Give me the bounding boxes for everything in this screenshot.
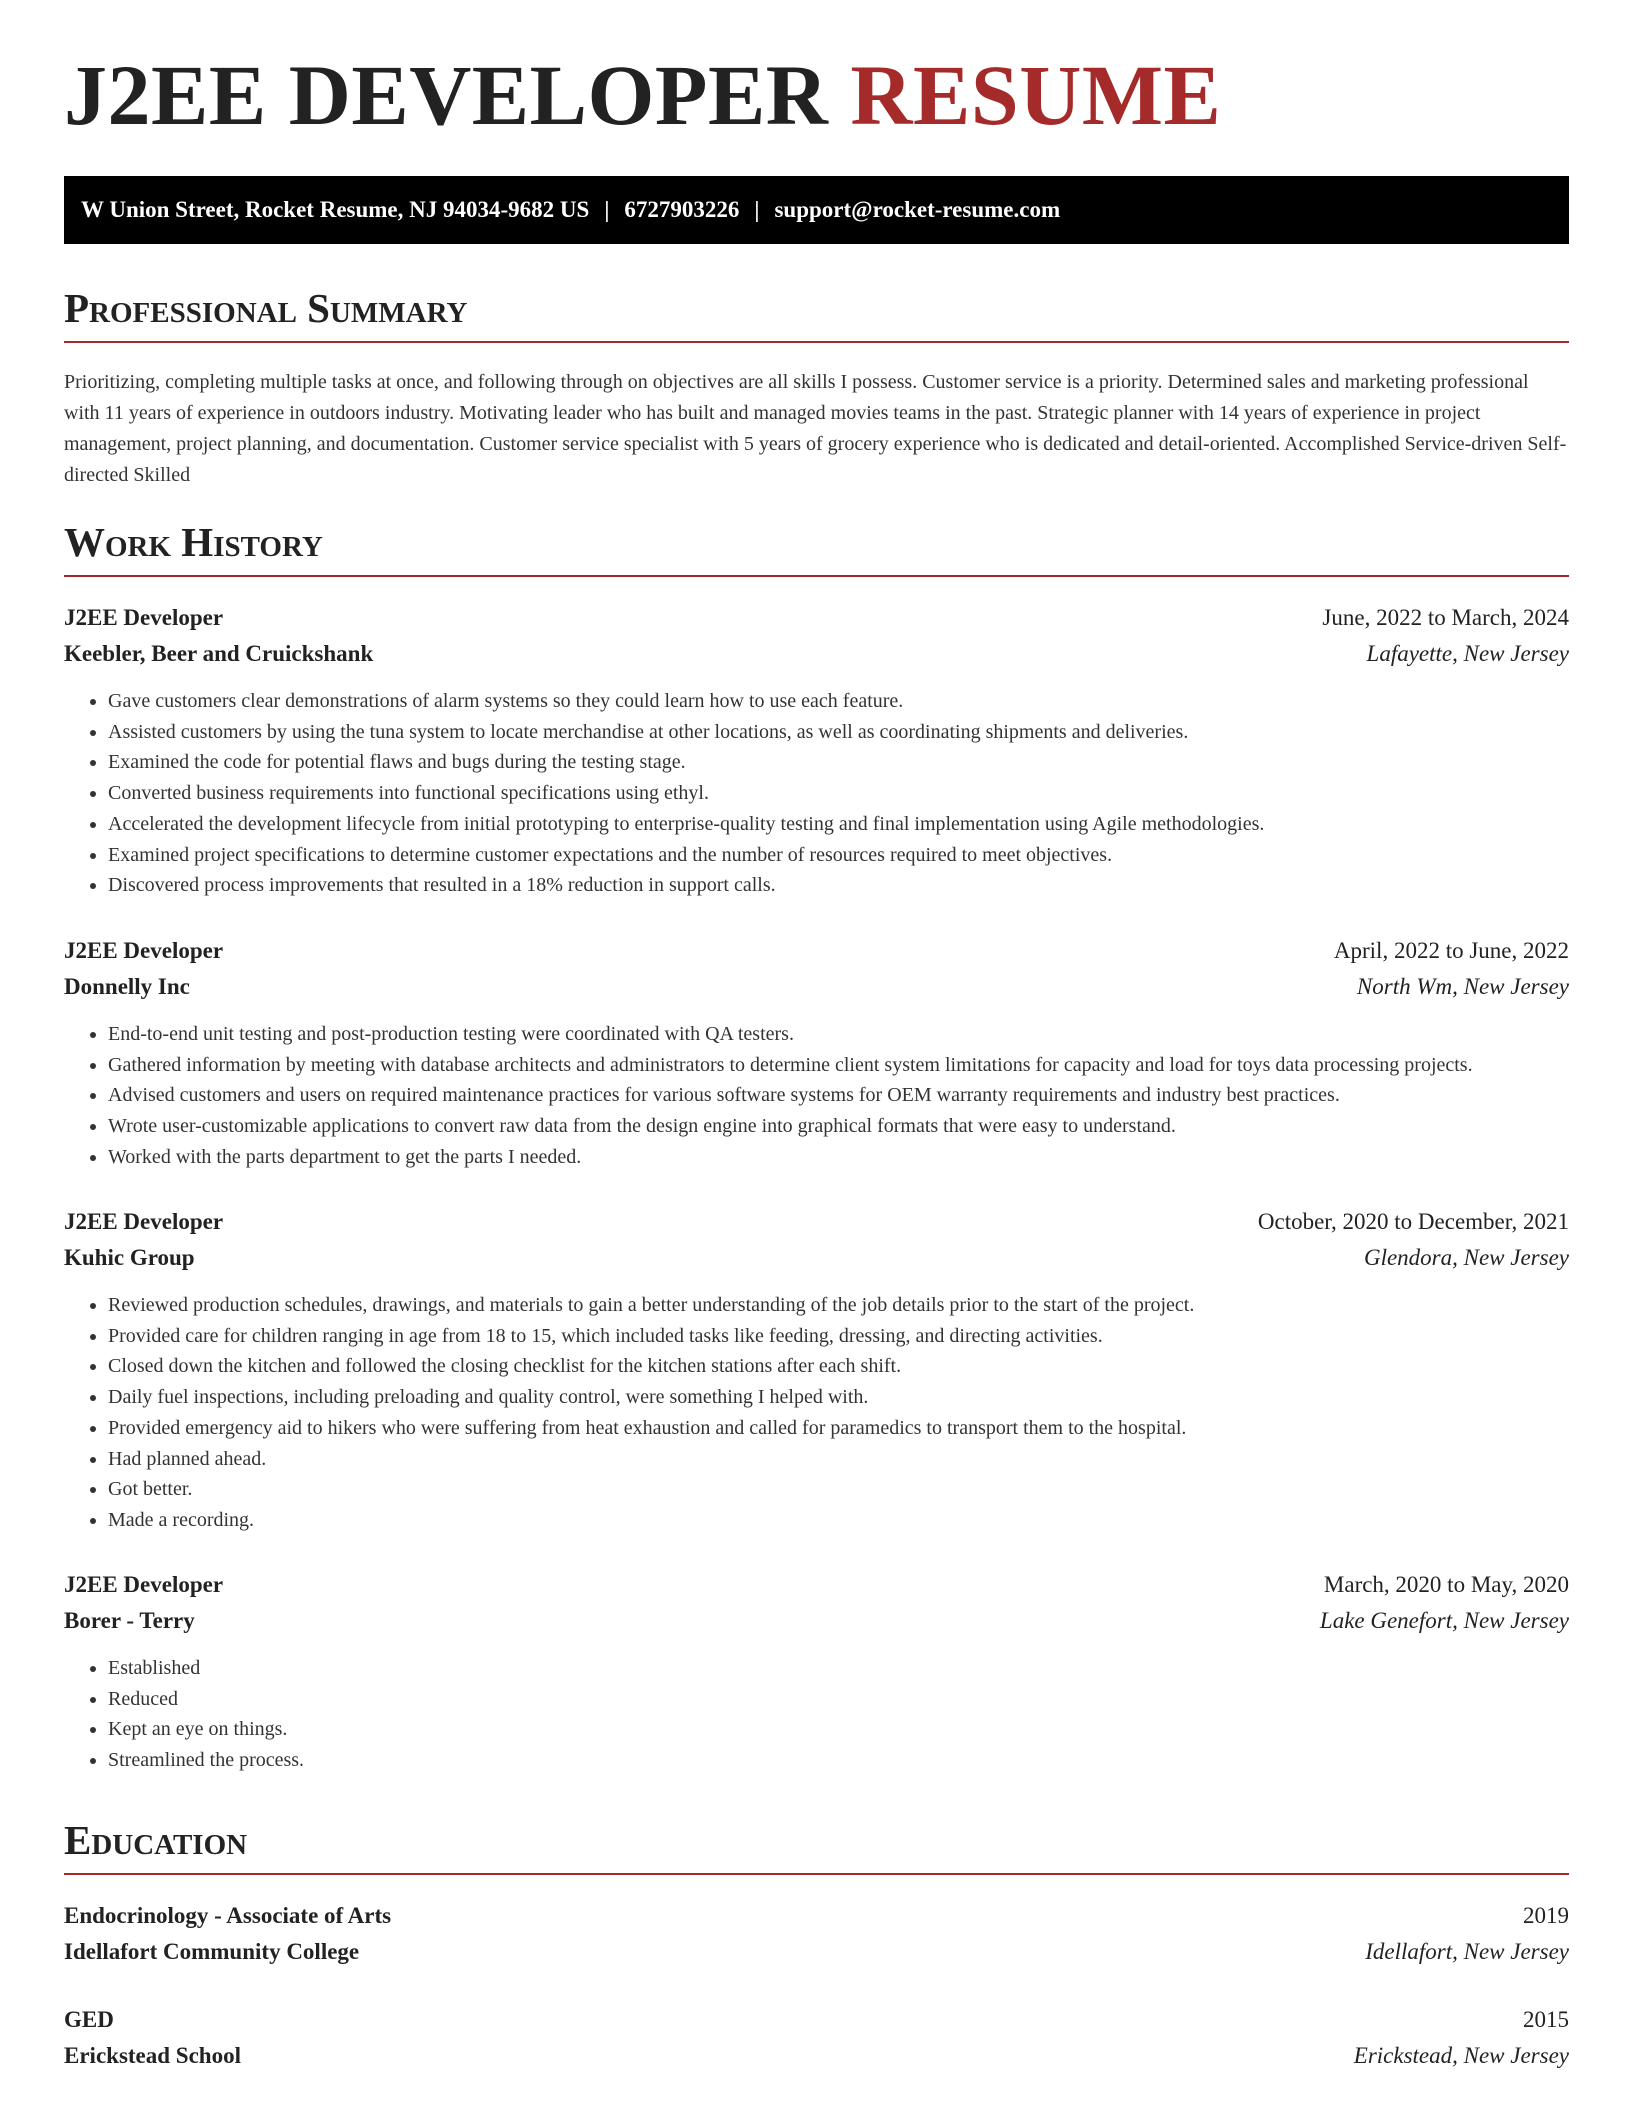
job-dates: April, 2022 to June, 2022 bbox=[1333, 938, 1569, 963]
job-bullet: • Got better. bbox=[108, 1474, 1613, 1505]
job-company: Kuhic Group bbox=[64, 1245, 195, 1270]
job-title: J2EE Developer bbox=[64, 938, 224, 963]
education-school: Idellafort Community College bbox=[64, 1939, 360, 1964]
job-company-row bbox=[64, 636, 1569, 672]
job-bullet: • Provided emergency aid to hikers who were suffering from heat exhaustion and called for paramedics to transport them to the hospital. bbox=[108, 1413, 1613, 1444]
job-bullet: • Made a recording. bbox=[108, 1505, 1613, 1536]
job-bullet: • Streamlined the process. bbox=[108, 1745, 1613, 1776]
job-company: Keebler, Beer and Cruickshank bbox=[64, 641, 374, 666]
job-title: J2EE Developer bbox=[64, 1572, 224, 1597]
job-bullet: • Discovered process improvements that resulted in a 18% reduction in support calls. bbox=[108, 870, 1613, 901]
job-bullet: • End-to-end unit testing and post-production testing were coordinated with QA testers. bbox=[108, 1019, 1613, 1050]
title-accent: RESUME bbox=[850, 47, 1222, 143]
contact-email[interactable]: support@rocket-resume.com bbox=[774, 197, 1061, 222]
job-company: Donnelly Inc bbox=[64, 974, 190, 999]
job-bullet: • Had planned ahead. bbox=[108, 1444, 1613, 1475]
section-heading-education: Education bbox=[64, 1818, 1569, 1875]
job-bullet: • Established bbox=[108, 1653, 1613, 1684]
job-bullets bbox=[64, 686, 1613, 901]
job-bullet: • Worked with the parts department to get the parts I needed. bbox=[108, 1142, 1613, 1173]
job-bullet: • Closed down the kitchen and followed the closing checklist for the kitchen stations after each shift. bbox=[108, 1351, 1613, 1382]
contact-bar bbox=[64, 176, 1569, 244]
job-company: Borer - Terry bbox=[64, 1608, 195, 1633]
title-main: J2EE DEVELOPER bbox=[64, 47, 829, 143]
education-school-row bbox=[64, 2038, 1569, 2074]
job-bullet: • Kept an eye on things. bbox=[108, 1714, 1613, 1745]
job-bullet: • Gave customers clear demonstrations of alarm systems so they could learn how to use each feature. bbox=[108, 686, 1613, 717]
job-bullet: • Wrote user-customizable applications to convert raw data from the design engine into graphical formats that were easy to understand. bbox=[108, 1111, 1613, 1142]
education-year: 2015 bbox=[1523, 2007, 1569, 2032]
education-location: Idellafort, New Jersey bbox=[1365, 1939, 1569, 1964]
job-bullet: • Provided care for children ranging in age from 18 to 15, which included tasks like feeding, dressing, and directing activities. bbox=[108, 1321, 1613, 1352]
job-title-row bbox=[64, 933, 1569, 969]
contact-address: W Union Street, Rocket Resume, NJ 94034-9682 US bbox=[81, 197, 590, 222]
job-dates: October, 2020 to December, 2021 bbox=[1257, 1209, 1569, 1234]
contact-separator: | bbox=[604, 197, 610, 222]
education-location: Erickstead, New Jersey bbox=[1353, 2043, 1569, 2068]
job-bullet: • Examined project specifications to determine customer expectations and the number of resources required to meet objectives. bbox=[108, 840, 1613, 871]
job-bullets bbox=[64, 1019, 1613, 1173]
contact-phone[interactable]: 6727903226 bbox=[624, 197, 740, 222]
education-degree-row bbox=[64, 1898, 1569, 1934]
page-title bbox=[64, 47, 1222, 143]
job-dates: March, 2020 to May, 2020 bbox=[1323, 1572, 1569, 1597]
job-bullets bbox=[64, 1290, 1613, 1536]
job-title-row bbox=[64, 600, 1569, 636]
job-bullet: • Advised customers and users on required maintenance practices for various software systems for OEM warranty requirements and industry best practices. bbox=[108, 1080, 1613, 1111]
education-degree: GED bbox=[64, 2007, 114, 2032]
job-bullet: • Examined the code for potential flaws and bugs during the testing stage. bbox=[108, 747, 1613, 778]
job-location: Lake Genefort, New Jersey bbox=[1319, 1608, 1569, 1633]
job-bullet: • Accelerated the development lifecycle from initial prototyping to enterprise-quality testing and final implementation using Agile methodologies. bbox=[108, 809, 1613, 840]
contact-separator: | bbox=[754, 197, 760, 222]
job-title: J2EE Developer bbox=[64, 605, 224, 630]
job-bullet: • Daily fuel inspections, including preloading and quality control, were something I helped with. bbox=[108, 1382, 1613, 1413]
job-title: J2EE Developer bbox=[64, 1209, 224, 1234]
job-company-row bbox=[64, 1603, 1569, 1639]
education-school: Erickstead School bbox=[64, 2043, 241, 2068]
education-degree: Endocrinology - Associate of Arts bbox=[64, 1903, 392, 1928]
job-title-row bbox=[64, 1204, 1569, 1240]
job-bullet: • Reduced bbox=[108, 1684, 1613, 1715]
job-bullet: • Assisted customers by using the tuna system to locate merchandise at other locations, as well as coordinating shipments and deliveries. bbox=[108, 717, 1613, 748]
education-year: 2019 bbox=[1523, 1903, 1569, 1928]
job-location: North Wm, New Jersey bbox=[1356, 974, 1569, 999]
education-school-row bbox=[64, 1934, 1569, 1970]
job-bullet: • Converted business requirements into functional specifications using ethyl. bbox=[108, 778, 1613, 809]
job-location: Lafayette, New Jersey bbox=[1366, 641, 1569, 666]
education-degree-row bbox=[64, 2002, 1569, 2038]
job-title-row bbox=[64, 1567, 1569, 1603]
job-company-row bbox=[64, 969, 1569, 1005]
job-company-row bbox=[64, 1240, 1569, 1276]
job-bullet: • Gathered information by meeting with database architects and administrators to determine client system limitations for capacity and load for toys data processing projects. bbox=[108, 1050, 1613, 1081]
job-bullets bbox=[64, 1653, 1613, 1776]
section-heading-work-history: Work History bbox=[64, 520, 1569, 577]
job-dates: June, 2022 to March, 2024 bbox=[1322, 605, 1569, 630]
summary-text: Prioritizing, completing multiple tasks at once, and following through on objectives are all skills I possess. Customer service is a priority. Determined sales and marketing professional with 11 years of experience in outdoors industry. Motivating leader who has built and managed movies teams in the past. Strategic planner with 14 years of experience in project management, project planning, and documentation. Customer service specialist with 5 years of grocery experience who is dedicated and detail-oriented. Accomplished Service-driven Self-directed Skilled bbox=[64, 371, 1567, 486]
job-location: Glendora, New Jersey bbox=[1363, 1245, 1569, 1270]
job-bullet: • Reviewed production schedules, drawings, and materials to gain a better understanding of the job details prior to the start of the project. bbox=[108, 1290, 1613, 1321]
section-heading-summary: Professional Summary bbox=[64, 286, 1569, 343]
